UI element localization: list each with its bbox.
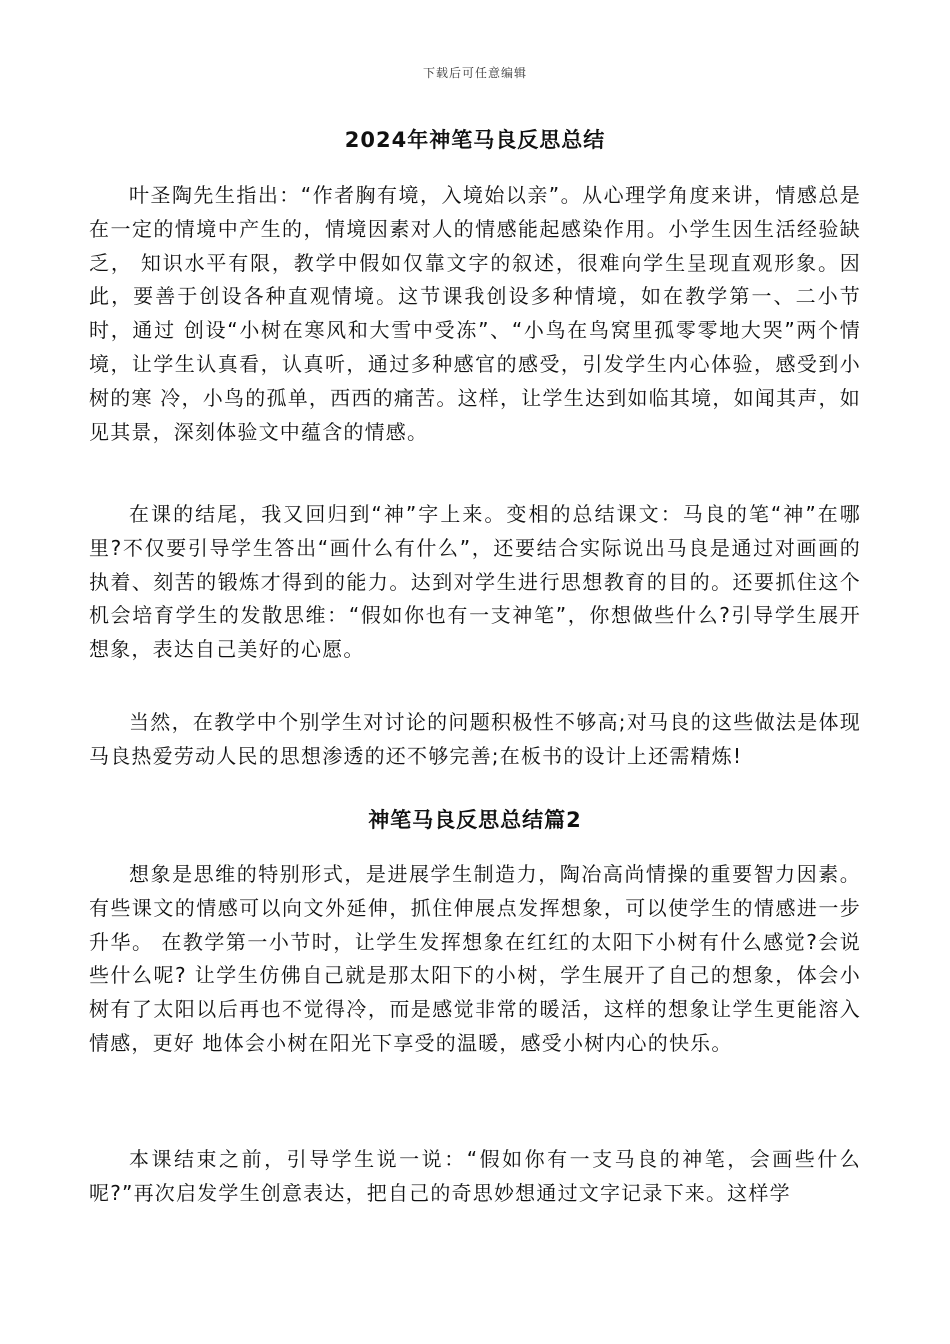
paragraph: 在课的结尾，我又回归到“神”字上来。变相的总结课文：马良的笔“神”在哪里?不仅要引导学生答出“画什么有什么”，还要结合实际说出马良是通过对画画的执着、刻苦的锻炼才得到的能力。达到对学生进行思想教育的目的。还要抓住这个机会培育学生的发散思维：“假如你也有一支神笔”，你想做些什么?引导学生展开想象，表达自己美好的心愿。	[89, 502, 861, 662]
section-title: 神笔马良反思总结篇2	[368, 808, 582, 832]
section-title: 2024年神笔马良反思总结	[344, 128, 606, 152]
paragraph: 想象是思维的特别形式，是进展学生制造力，陶冶高尚情操的重要智力因素。有些课文的情感可以向文外延伸，抓住伸展点发挥想象，可以使学生的情感进一步升华。 在教学第一小节时，让学生发挥想象在红红的太阳下小树有什么感觉?会说些什么呢? 让学生仿佛自己就是那太阳下的小树，学生展开了自己的想象，体会小树有了太阳以后再也不觉得冷，而是感觉非常的暖活，这样的想象让学生更能溶入情感，更好 地体会小树在阳光下享受的温暖，感受小树内心的快乐。	[89, 862, 861, 1055]
header-note: 下载后可任意编辑	[422, 66, 527, 80]
paragraph: 当然，在教学中个别学生对讨论的问题积极性不够高;对马良的这些做法是体现马良热爱劳动人民的思想渗透的还不够完善;在板书的设计上还需精炼!	[89, 710, 861, 768]
paragraph: 本课结束之前，引导学生说一说：“假如你有一支马良的神笔，会画些什么呢?”再次启发学生创意表达，把自己的奇思妙想通过文字记录下来。这样学	[89, 1147, 861, 1205]
paragraph: 叶圣陶先生指出：“作者胸有境，入境始以亲”。从心理学角度来讲，情感总是在一定的情境中产生的，情境因素对人的情感能起感染作用。小学生因生活经验缺乏， 知识水平有限，教学中假如仅靠文字的叙述，很难向学生呈现直观形象。因此，要善于创设各种直观情境。这节课我创设多种情境，如在教学第一、二小节时，通过 创设“小树在寒风和大雪中受冻”、“小鸟在鸟窝里孤零零地大哭”两个情境，让学生认真看，认真听，通过多种感官的感受，引发学生内心体验，感受到小树的寒 冷，小鸟的孤单，西西的痛苦。这样，让学生达到如临其境，如闻其声，如见其景，深刻体验文中蕴含的情感。	[89, 183, 861, 444]
